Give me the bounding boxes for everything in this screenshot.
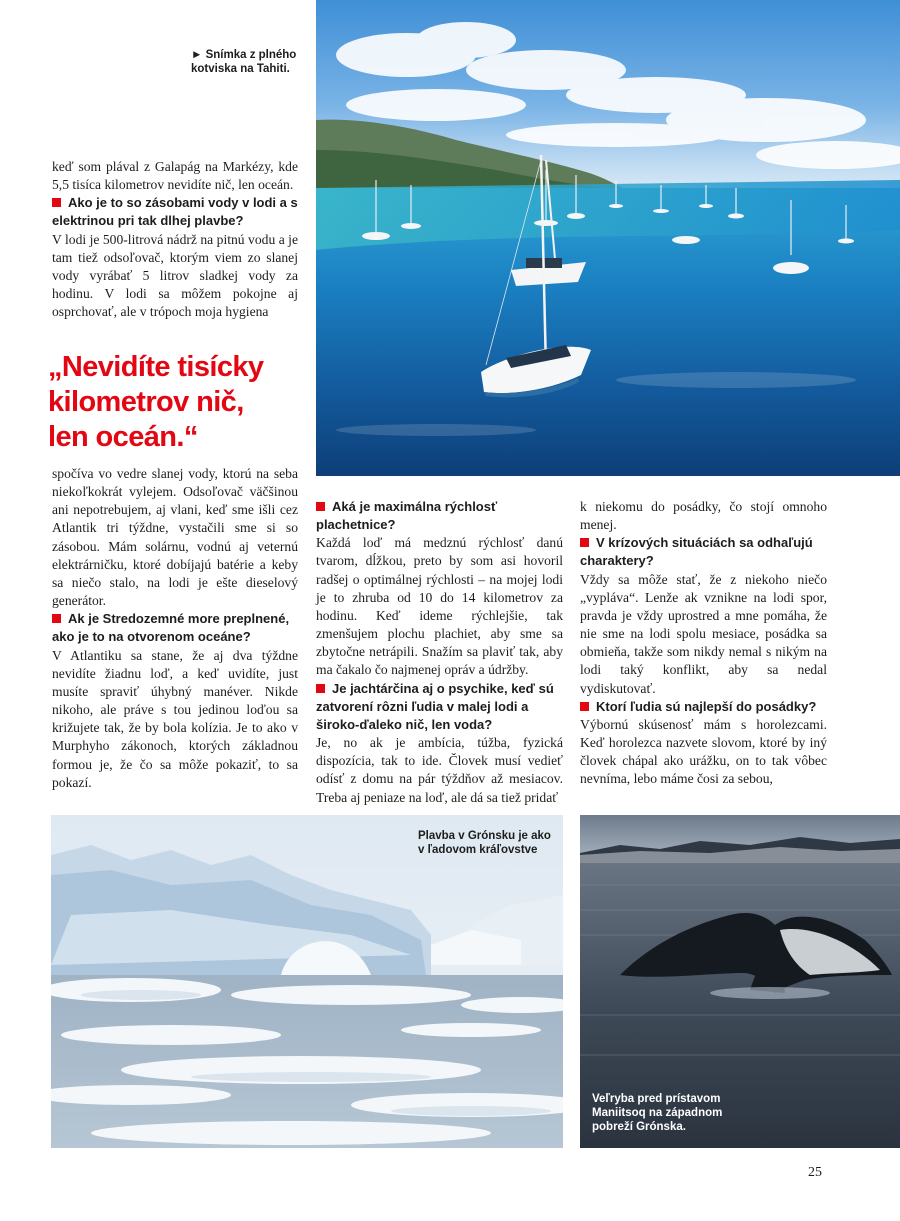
caption-greenland-line1: Plavba v Grónsku je ako <box>418 830 551 842</box>
question: V krízových situáciách sa odhaľujú charaktery? <box>580 535 813 569</box>
question: Ktorí ľudia sú najlepší do posádky? <box>580 698 827 716</box>
paragraph: Vždy sa môže stať, že z niekoho niečo „vypláva“. Lenže ak vznikne na lodi spor, pravda je vždy uprostred a mne pomáha, že nie sme na lodi spolu mesiace, posádka sa obmieňa, takže som nikdy nemal s nikým na lodi taký konflikt, aby sa nedal vydiskutovať. <box>580 571 827 696</box>
question-marker-icon <box>580 702 589 711</box>
question-marker-icon <box>316 684 325 693</box>
column2 <box>316 498 563 807</box>
page-number: 25 <box>808 1165 822 1180</box>
column1-top <box>52 158 298 321</box>
paragraph: V lodi je 500-litrová nádrž na pitnú vodu a je tam tiež odsoľovač, ktorým viem zo slanej vody vyrábať 5 litrov sladkej vody za hodinu. V lodi sa môžem pokojne aj osprchovať, ale v trópoch moja hygiena <box>52 231 298 320</box>
pull-quote-line3: len oceán.“ <box>48 421 198 453</box>
paragraph: Je, no ak je ambícia, túžba, fyzická dispozícia, tak to ide. Človek musí vedieť odísť z domu na pár týždňov až mesiacov. Treba aj peniaze na loď, ale dá sa tiež pridať <box>316 735 563 805</box>
caption-whale <box>592 1092 722 1134</box>
paragraph: V Atlantiku sa stane, že aj dva týždne nevidíte žiadnu loď, a keď uvidíte, just musíte spraviť úhybný manéver. Nikde nikoho, ale práve s tou jedinou loďou sa križujete tak, že by bola kolízia. Je to ako v Murphyho zákonoch, ktorých základnou formou je, že čo sa môže pokaziť, to sa pokazí. <box>52 647 298 790</box>
caption-greenland <box>418 829 551 857</box>
caption-tahiti-line2: kotviska na Tahiti. <box>191 63 290 75</box>
caption-whale-line3: pobreží Grónska. <box>592 1121 686 1133</box>
pull-quote-line1: „Nevidíte tisícky <box>48 351 264 383</box>
question: Ak je Stredozemné more preplnené, ako je to na otvorenom oceáne? <box>52 611 290 645</box>
caption-greenland-line2: v ľadovom kráľovstve <box>418 844 538 856</box>
paragraph: spočíva vo vedre slanej vody, ktorú na seba niekoľkokrát vylejem. Odsoľovač väčšinou ani nepotrebujem, aj vlani, keď sme išli cez Atlantik tri týždne, vystačili sme si so zásobou. Mám solárnu, vodnú aj veternú elektrárničku, ktoré dobíjajú batérie a keby sa niečo stalo, na lodi je ešte dieselový generátor. <box>52 466 298 609</box>
photo-greenland-icebergs <box>51 815 563 1148</box>
question: Je jachtárčina aj o psychike, keď sú zatvorení rôzni ľudia v malej lodi a široko-ďaleko nič, len voda? <box>316 680 554 732</box>
paragraph: k niekomu do posádky, čo stojí omnoho menej. <box>580 499 827 533</box>
caption-tahiti <box>191 48 296 76</box>
question-marker-icon <box>52 198 61 207</box>
photo-tahiti-anchorage <box>316 0 900 476</box>
paragraph: keď som plával z Galapág na Markézy, kde 5,5 tisíca kilometrov nevidíte nič, len oceán. <box>52 159 298 193</box>
question-marker-icon <box>316 502 325 511</box>
question: Aká je maximálna rýchlosť plachetnice? <box>316 499 498 533</box>
caption-whale-line2: Maniitsoq na západnom <box>592 1107 723 1119</box>
paragraph: Každá loď má medznú rýchlosť danú tvarom, dĺžkou, preto by som asi hovoril radšej o optimálnej rýchlosti – na mojej lodi je to zhruba od 10 do 14 kilometrov za hodinu. Keď ideme rýchlejšie, tak zmenšujem plochu plachiet, aby sme sa zbytočne netrápili. Snažím sa plaviť tak, aby ma čakalo čo najmenej opráv a údržby. <box>316 535 563 678</box>
pull-quote <box>48 350 308 455</box>
question: Ako je to so zásobami vody v lodi a s elektrinou pri tak dlhej plavbe? <box>52 195 298 229</box>
caption-tahiti-line1: Snímka z plného <box>205 49 297 61</box>
question-marker-icon <box>580 538 589 547</box>
paragraph: Výbornú skúsenosť mám s horolezcami. Keď horolezca nazvete slovom, ktoré by iný človek chápal ako urážku, on to tak vôbec nevníma, lebo máme čosi za sebou, <box>580 716 827 787</box>
column1-bottom <box>52 465 298 792</box>
caption-whale-line1: Veľryba pred prístavom <box>592 1093 721 1105</box>
question-marker-icon <box>52 614 61 623</box>
column3 <box>580 498 827 789</box>
pointer-icon: ► <box>191 49 203 61</box>
pull-quote-line2: kilometrov nič, <box>48 386 244 418</box>
